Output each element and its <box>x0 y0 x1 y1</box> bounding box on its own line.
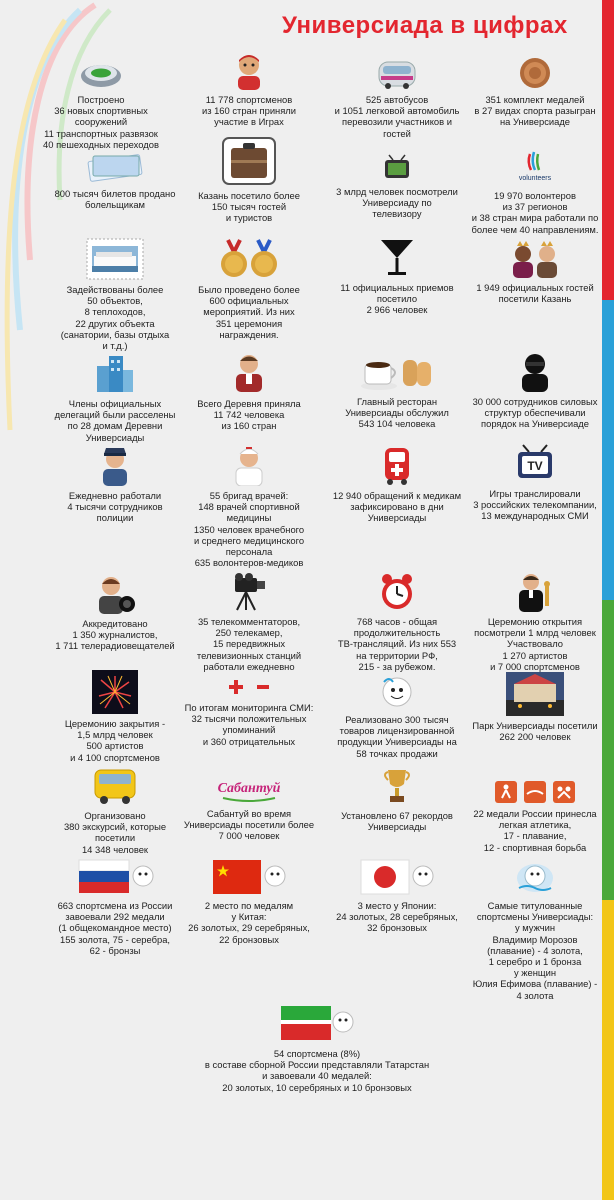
stat-village: Всего Деревня приняла 11 742 человека из 160 стран <box>174 352 324 432</box>
sport-pictograms-icon <box>485 780 585 804</box>
svg-text:TV: TV <box>527 459 543 473</box>
tickets-icon <box>85 150 145 184</box>
medal-icon <box>518 56 552 90</box>
reporter-icon <box>93 574 137 614</box>
fireworks-icon <box>92 670 138 714</box>
stat-journalists: Аккредитовано 1 350 журналистов, 1 711 телерадиовещателей <box>40 574 190 652</box>
stat-receptions: 11 официальных приемов посетило 2 966 человек <box>322 238 472 316</box>
stat-opening: Церемонию открытия посмотрели 1 млрд человек Участвовало 1 270 артистов и 7 000 спортсменов <box>460 572 610 672</box>
school-bus-icon <box>92 766 138 806</box>
stat-tv-viewers: 3 млрд человек посмотрели Универсиаду по телевизору <box>322 154 472 220</box>
stadium-icon <box>79 56 123 90</box>
stat-events: Было проведено более 600 официальных мероприятий. Из них 351 церемония награждения. <box>174 238 324 340</box>
oscar-icon <box>515 572 555 612</box>
stat-buses: 525 автобусов и 1051 легковой автомобиль перевозили участников и гостей <box>322 56 472 139</box>
official-icon <box>231 352 267 394</box>
park-photo-icon <box>506 672 564 716</box>
stat-police: Ежедневно работали 4 тысячи сотрудников полиции <box>40 444 190 524</box>
tv-icon <box>383 154 411 182</box>
camera-icon <box>229 572 269 612</box>
doctor-icon <box>231 444 267 486</box>
stat-hours: 768 часов - общая продолжительность ТВ-трансляций. Из них 553 на территории РФ, 215 - за рубежом. <box>322 572 472 672</box>
mascot-icon <box>379 674 415 710</box>
security-icon <box>518 352 552 392</box>
bus-icon <box>377 56 417 90</box>
japan-flag-icon <box>357 858 437 896</box>
sabantuy-logo-icon <box>217 770 281 804</box>
tatarstan-flag-icon <box>277 1004 357 1044</box>
stat-restaurant: Главный ресторан Универсиады обслужил 543 104 человека <box>322 352 472 430</box>
stat-volunteers: volunteers 19 970 волонтеров из 37 регионов и 38 стран мира работали по более чем 40 направлениям. <box>460 150 610 235</box>
tv-set-icon <box>515 444 555 484</box>
stat-broadcast: TV Игры транслировали 3 российских телекомпании, 13 международных СМИ <box>460 444 610 522</box>
stat-excursions: Организовано 380 экскурсий, которые посетили 14 348 человек <box>40 766 190 855</box>
stat-doctors: 55 бригад врачей: 148 врачей спортивной медицины 1350 человек врачебного и среднего медицинского персонала 635 волонтеров-медиков <box>174 444 324 568</box>
stat-accommodation: Задействованы более 50 объектов, 8 теплоходов, 22 других объекта (санатории, базы отдыха и т.д.) <box>40 238 190 351</box>
stat-closing: Церемонию закрытия - 1,5 млрд человек 500 артистов и 4 100 спортсменов <box>40 670 190 763</box>
russia-flag-icon <box>75 858 155 896</box>
stat-china: 2 место по медалям у Китая: 26 золотых, 29 серебряных, 22 бронзовых <box>174 858 324 945</box>
stat-records: Установлено 67 рекордов Универсиады <box>322 766 472 832</box>
stat-medals: 351 комплект медалей в 27 видах спорта разыгран на Универсиаде <box>460 56 610 128</box>
stat-media: По итогам мониторинга СМИ: 32 тысячи положительных упоминаний и 360 отрицательных <box>174 676 324 747</box>
trophy-icon <box>382 766 412 806</box>
police-icon <box>98 444 132 486</box>
plus-minus-icon <box>219 676 279 698</box>
athlete-icon <box>232 52 266 90</box>
stat-security: 30 000 сотрудников силовых структур обеспечивали порядок на Универсиаде <box>460 352 610 430</box>
stat-products: Реализовано 300 тысяч товаров лицензированной продукции Универсиады на 58 точках продажи <box>322 674 472 759</box>
swimmer-mascot-icon <box>513 858 557 896</box>
stat-russia-sports: 22 медали России принесла легкая атлетика, 17 - плавание, 12 - спортивная борьба <box>460 780 610 853</box>
stat-tickets: 800 тысяч билетов продано болельщикам <box>40 150 190 210</box>
ambulance-icon <box>382 444 412 486</box>
alarm-clock-icon <box>379 572 415 612</box>
ship-icon <box>86 238 144 280</box>
buildings-icon <box>93 352 137 394</box>
royals-icon <box>505 238 565 278</box>
gold-medals-icon <box>218 238 280 280</box>
stat-tatarstan: 54 спортсмена (8%) в составе сборной России представляли Татарстан и завоевали 40 медалей: 20 золотых, 10 серебряных и 10 бронзовых <box>182 1004 452 1093</box>
page-title: Универсиада в цифрах <box>282 12 568 39</box>
stat-guests: Казань посетило более 150 тысяч гостей и туристов <box>174 136 324 224</box>
stat-ambulance: 12 940 обращений к медикам зафиксировано в дни Универсиады <box>322 444 472 524</box>
stat-facilities: Построено 36 новых спортивных сооружений 11 транспортных развязок 40 пешеходных переходов <box>26 56 176 150</box>
stat-russia: 663 спортсмена из России завоевали 292 медали (1 общекомандное место) 155 золота, 75 - серебра, 62 - бронзы <box>40 858 190 956</box>
stat-park: Парк Универсиады посетили 262 200 человек <box>460 672 610 742</box>
china-flag-icon <box>209 858 289 896</box>
stat-official-guests: 1 949 официальных гостей посетили Казань <box>460 238 610 304</box>
stat-delegations: Члены официальных делегаций были расселены по 28 домам Деревни Универсиады <box>40 352 190 443</box>
stat-commentators: 35 телекомментаторов, 250 телекамер, 15 передвижных телевизионных станций работали ежедневно <box>174 572 324 672</box>
suitcase-icon <box>221 136 277 186</box>
volunteers-logo-icon <box>515 150 555 186</box>
stat-titled: Самые титулованные спортсмены Универсиады: у мужчин Владимир Морозов (плавание) - 4 золота, 1 серебро и 1 бронза у женщин Юлия Ефимова (плавание) - 4 золота <box>460 858 610 1001</box>
stat-japan: 3 место у Японии: 24 золотых, 28 серебряных, 32 бронзовых <box>322 858 472 934</box>
coffee-icon <box>357 352 437 392</box>
svg-text:volunteers: volunteers <box>518 175 552 182</box>
cocktail-icon <box>379 238 415 278</box>
stat-athletes: 11 778 спортсменов из 160 стран приняли участие в Играх <box>174 52 324 128</box>
svg-text:Сабантуй: Сабантуй <box>217 781 281 796</box>
stat-sabantuy: Сабантуй Сабантуй во время Универсиады посетили более 7 000 человек <box>174 770 324 842</box>
